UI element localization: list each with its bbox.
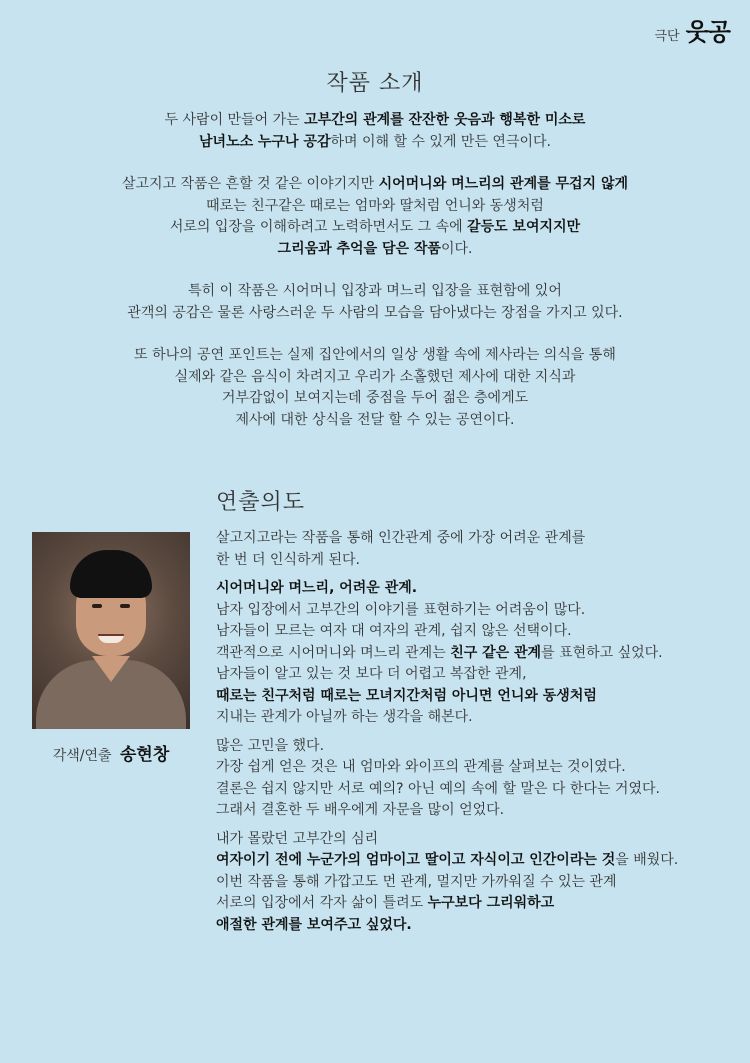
direction-section	[216, 528, 736, 943]
body-text: 남자 입장에서 고부간의 이야기를 표현하기는 어려움이 많다.	[216, 601, 586, 618]
body-text: 을 배웠다.	[615, 852, 679, 868]
body-text: 살고지고 작품은 흔할 것 같은 이야기지만	[121, 176, 379, 192]
intro-paragraph	[0, 174, 750, 260]
body-text: 실제와 같은 음식이 차려지고 우리가 소홀했던 제사에 대한 지식과	[174, 368, 576, 385]
body-text: 제사에 대한 상식을 전달 할 수 있는 공연이다.	[235, 411, 515, 428]
body-text: 살고지고라는 작품을 통해 인간관계 중에 가장 어려운 관계를	[216, 530, 586, 546]
body-text: 서로의 입장을 이해하려고 노력하면서도 그 속에	[169, 219, 468, 235]
body-text: 내가 몰랐던 고부간의 심리	[216, 830, 379, 847]
emphasis-text: 고부간의 관계를 잔잔한 웃음과 행복한 미소로	[304, 112, 586, 128]
body-text: 때로는 친구같은 때로는 엄마와 딸처럼 언니와 동생처럼	[206, 197, 544, 214]
emphasis-text: 남녀노소 누구나 공감	[199, 133, 331, 150]
director-credit	[32, 740, 190, 765]
body-text: 두 사람이 만들어 가는	[164, 112, 305, 128]
emphasis-text: 때로는 친구처럼 때로는 모녀지간처럼 아니면 언니와 동생처럼	[216, 687, 597, 704]
direction-paragraph	[216, 736, 736, 822]
body-text: 거부감없이 보여지는데 중점을 두어 젊은 층에게도	[221, 390, 529, 406]
credit-role: 각색/연출	[52, 748, 112, 764]
intro-section	[0, 110, 750, 452]
body-text: 가장 쉽게 얻은 것은 내 엄마와 와이프의 관계를 살펴보는 것이였다.	[216, 759, 626, 775]
body-text: 남자들이 모르는 여자 대 여자의 관계, 쉽지 않은 선택이다.	[216, 623, 572, 639]
director-name: 송현창	[120, 745, 170, 765]
emphasis-text: 여자이기 전에 누군가의 엄마이고 딸이고 자식이고 인간이라는 것	[216, 852, 616, 868]
intro-paragraph	[0, 110, 750, 153]
troupe-logo	[655, 12, 731, 47]
intro-title: 작품 소개	[326, 71, 424, 96]
emphasis-text: 그리움과 추억을 담은 작품	[277, 240, 441, 257]
body-text: 이다.	[440, 240, 473, 257]
body-text: 많은 고민을 했다.	[216, 737, 325, 754]
intro-paragraph	[0, 281, 750, 324]
emphasis-text: 갈등도 보여지지만	[467, 219, 581, 235]
body-text: 를 표현하고 싶었다.	[541, 644, 663, 661]
direction-paragraph	[216, 829, 736, 937]
body-text: 서로의 입장에서 각자 삶이 틀려도	[216, 895, 428, 911]
body-text: 한 번 더 인식하게 된다.	[216, 551, 360, 568]
body-text: 특히 이 작품은 시어머니 입장과 며느리 입장을 표현함에 있어	[188, 283, 562, 299]
body-text: 남자들이 알고 있는 것 보다 더 어렵고 복잡한 관계,	[216, 666, 527, 682]
body-text: 결론은 쉽지 않지만 서로 예의? 아닌 예의 속에 할 말은 다 한다는 거였다.	[216, 780, 660, 797]
body-text: 또 하나의 공연 포인트는 실제 집안에서의 일상 생활 속에 제사라는 의식을 통해	[134, 347, 616, 363]
troupe-name: 웃공	[685, 18, 730, 46]
body-text: 관객의 공감은 물론 사랑스러운 두 사람의 모습을 담아냈다는 장점을 가지고 있다.	[127, 304, 623, 321]
direction-paragraph	[216, 578, 736, 729]
emphasis-text: 시어머니와 며느리의 관계를 무겁지 않게	[378, 176, 628, 192]
body-text: 지내는 관계가 아닐까 하는 생각을 해본다.	[216, 709, 473, 725]
body-text: 그래서 결혼한 두 배우에게 자문을 많이 얻었다.	[216, 802, 505, 818]
body-text: 이번 작품을 통해 가깝고도 먼 관계, 멀지만 가까워질 수 있는 관계	[216, 873, 617, 890]
emphasis-text: 누구보다 그리워하고	[427, 895, 555, 911]
director-photo	[32, 532, 190, 729]
direction-title: 연출의도	[216, 490, 306, 515]
emphasis-text: 친구 같은 관계	[450, 644, 542, 661]
troupe-label: 극단	[654, 29, 680, 44]
body-text: 하며 이해 할 수 있게 만든 연극이다.	[330, 133, 551, 150]
emphasis-text: 시어머니와 며느리, 어려운 관계.	[216, 580, 418, 596]
intro-paragraph	[0, 345, 750, 431]
body-text: 객관적으로 시어머니와 며느리 관계는	[216, 644, 451, 661]
emphasis-text: 애절한 관계를 보여주고 싶었다.	[216, 916, 412, 933]
direction-paragraph	[216, 528, 736, 571]
